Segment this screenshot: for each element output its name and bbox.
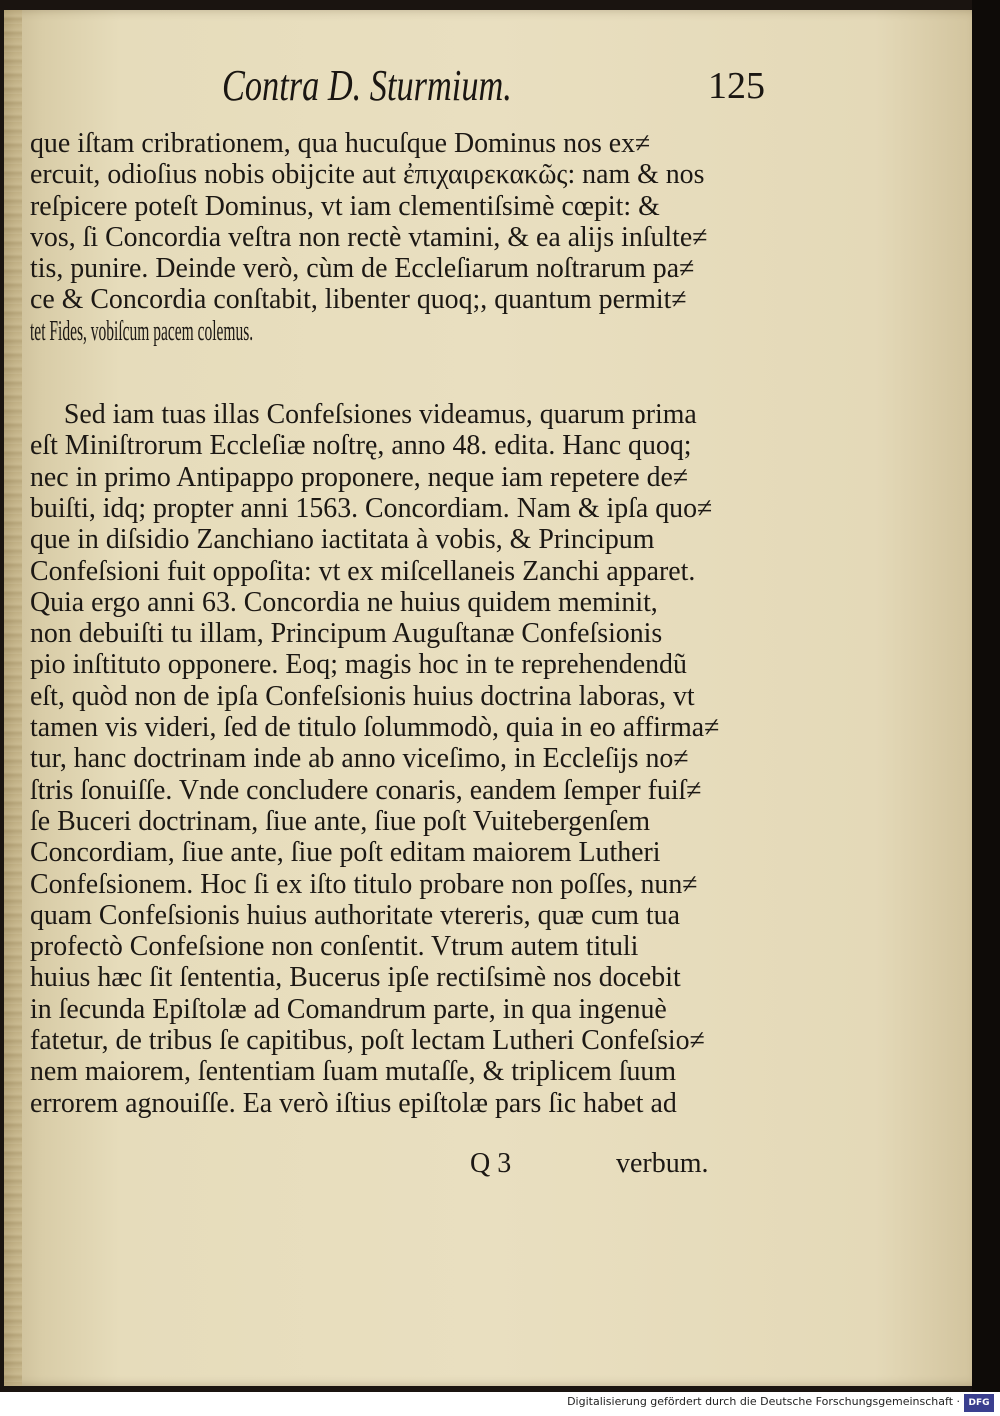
text-line: Confeſsionem. Hoc ſi ex iſto titulo probare non poſſes, nun≠ xyxy=(30,868,698,900)
page-left-edge xyxy=(4,10,22,1386)
funding-credit: Digitalisierung gefördert durch die Deutsche Forschungsgemeinschaft · xyxy=(567,1395,960,1408)
text-line: Sed iam tuas illas Confeſsiones videamus, quarum prima xyxy=(63,399,697,431)
text-line: que in diſsidio Zanchiano iactitata à vobis, & Principum xyxy=(30,524,655,556)
paragraph-2 xyxy=(30,399,770,1119)
text-line: non debuiſti tu illam, Principum Auguſtanæ Confeſsionis xyxy=(30,618,663,650)
signature-line xyxy=(470,1148,770,1188)
paragraph-1 xyxy=(30,128,770,347)
text-line: Quia ergo anni 63. Concordia ne huius quidem meminit, xyxy=(30,586,658,618)
dfg-logo-icon: DFG xyxy=(964,1394,994,1412)
text-line: vos, ſi Concordia veſtra non rectè vtamini, & ea alijs inſulte≠ xyxy=(30,221,708,253)
text-line: profectò Confeſsione non conſentit. Vtrum autem tituli xyxy=(30,931,639,963)
text-line: ercuit, odioſius nobis obijcite aut ἐπιχαιρεκακῶς: nam & nos xyxy=(30,159,705,191)
text-line: ſtris ſonuiſſe. Vnde concludere conaris, eandem ſemper fuiſ≠ xyxy=(30,774,702,806)
text-block xyxy=(30,128,770,1119)
text-line: ſe Buceri doctrinam, ſiue ante, ſiue poſt Vuitebergenſem xyxy=(30,805,651,837)
text-line: quam Confeſsionis huius authoritate vtereris, quæ cum tua xyxy=(30,899,680,931)
text-line: nec in primo Antipappo proponere, neque iam repetere de≠ xyxy=(30,461,689,493)
text-line: ce & Concordia conſtabit, libenter quoq;, quantum permit≠ xyxy=(30,284,687,316)
running-head: Contra D. Sturmium. xyxy=(222,61,512,110)
text-line: fatetur, de tribus ſe capitibus, poſt lectam Lutheri Confeſsio≠ xyxy=(30,1025,705,1057)
text-line: eſt Miniſtrorum Eccleſiæ noſtrę, anno 48. edita. Hanc quoq; xyxy=(30,430,692,462)
page-right-edge xyxy=(972,0,1000,1392)
text-line: reſpicere poteſt Dominus, vt iam clementiſsimè cœpit: & xyxy=(30,190,660,222)
paragraph-gap xyxy=(30,347,770,399)
page-header xyxy=(0,60,1000,130)
catchword: verbum. xyxy=(616,1148,709,1179)
footer-bar xyxy=(0,1392,1000,1416)
text-line: huius hæc ſit ſententia, Bucerus ipſe rectiſsimè nos docebit xyxy=(30,962,681,994)
text-line: errorem agnouiſſe. Ea verò iſtius epiſtolæ pars ſic habet ad xyxy=(30,1087,677,1119)
text-line: pio inſtituto opponere. Eoq; magis hoc in te reprehendendũ xyxy=(30,649,687,681)
text-line: tamen vis videri, ſed de titulo ſolummodò, quia in eo affirma≠ xyxy=(30,712,720,744)
text-line: Concordiam, ſiue ante, ſiue poſt editam maiorem Lutheri xyxy=(30,837,661,869)
text-line: Confeſsioni fuit oppoſita: vt ex miſcellaneis Zanchi apparet. xyxy=(30,555,696,587)
text-line: in ſecunda Epiſtolæ ad Comandrum parte, in qua ingenuè xyxy=(30,993,667,1025)
text-line: tur, hanc doctrinam inde ab anno viceſimo, in Eccleſijs no≠ xyxy=(30,743,689,775)
text-line: eſt, quòd non de ipſa Confeſsionis huius doctrina laboras, vt xyxy=(30,680,695,712)
text-line: tet Fides, vobiſcum pacem colemus. xyxy=(30,315,254,347)
text-line: que iſtam cribrationem, qua hucuſque Dominus nos ex≠ xyxy=(30,128,651,159)
signature-mark: Q 3 xyxy=(470,1148,512,1179)
text-line: nem maiorem, ſententiam ſuam mutaſſe, & triplicem ſuum xyxy=(30,1056,677,1088)
page-number: 125 xyxy=(708,65,765,107)
text-line: buiſti, idq; propter anni 1563. Concordiam. Nam & ipſa quo≠ xyxy=(30,492,713,524)
text-line: tis, punire. Deinde verò, cùm de Eccleſiarum noſtrarum pa≠ xyxy=(30,253,695,285)
